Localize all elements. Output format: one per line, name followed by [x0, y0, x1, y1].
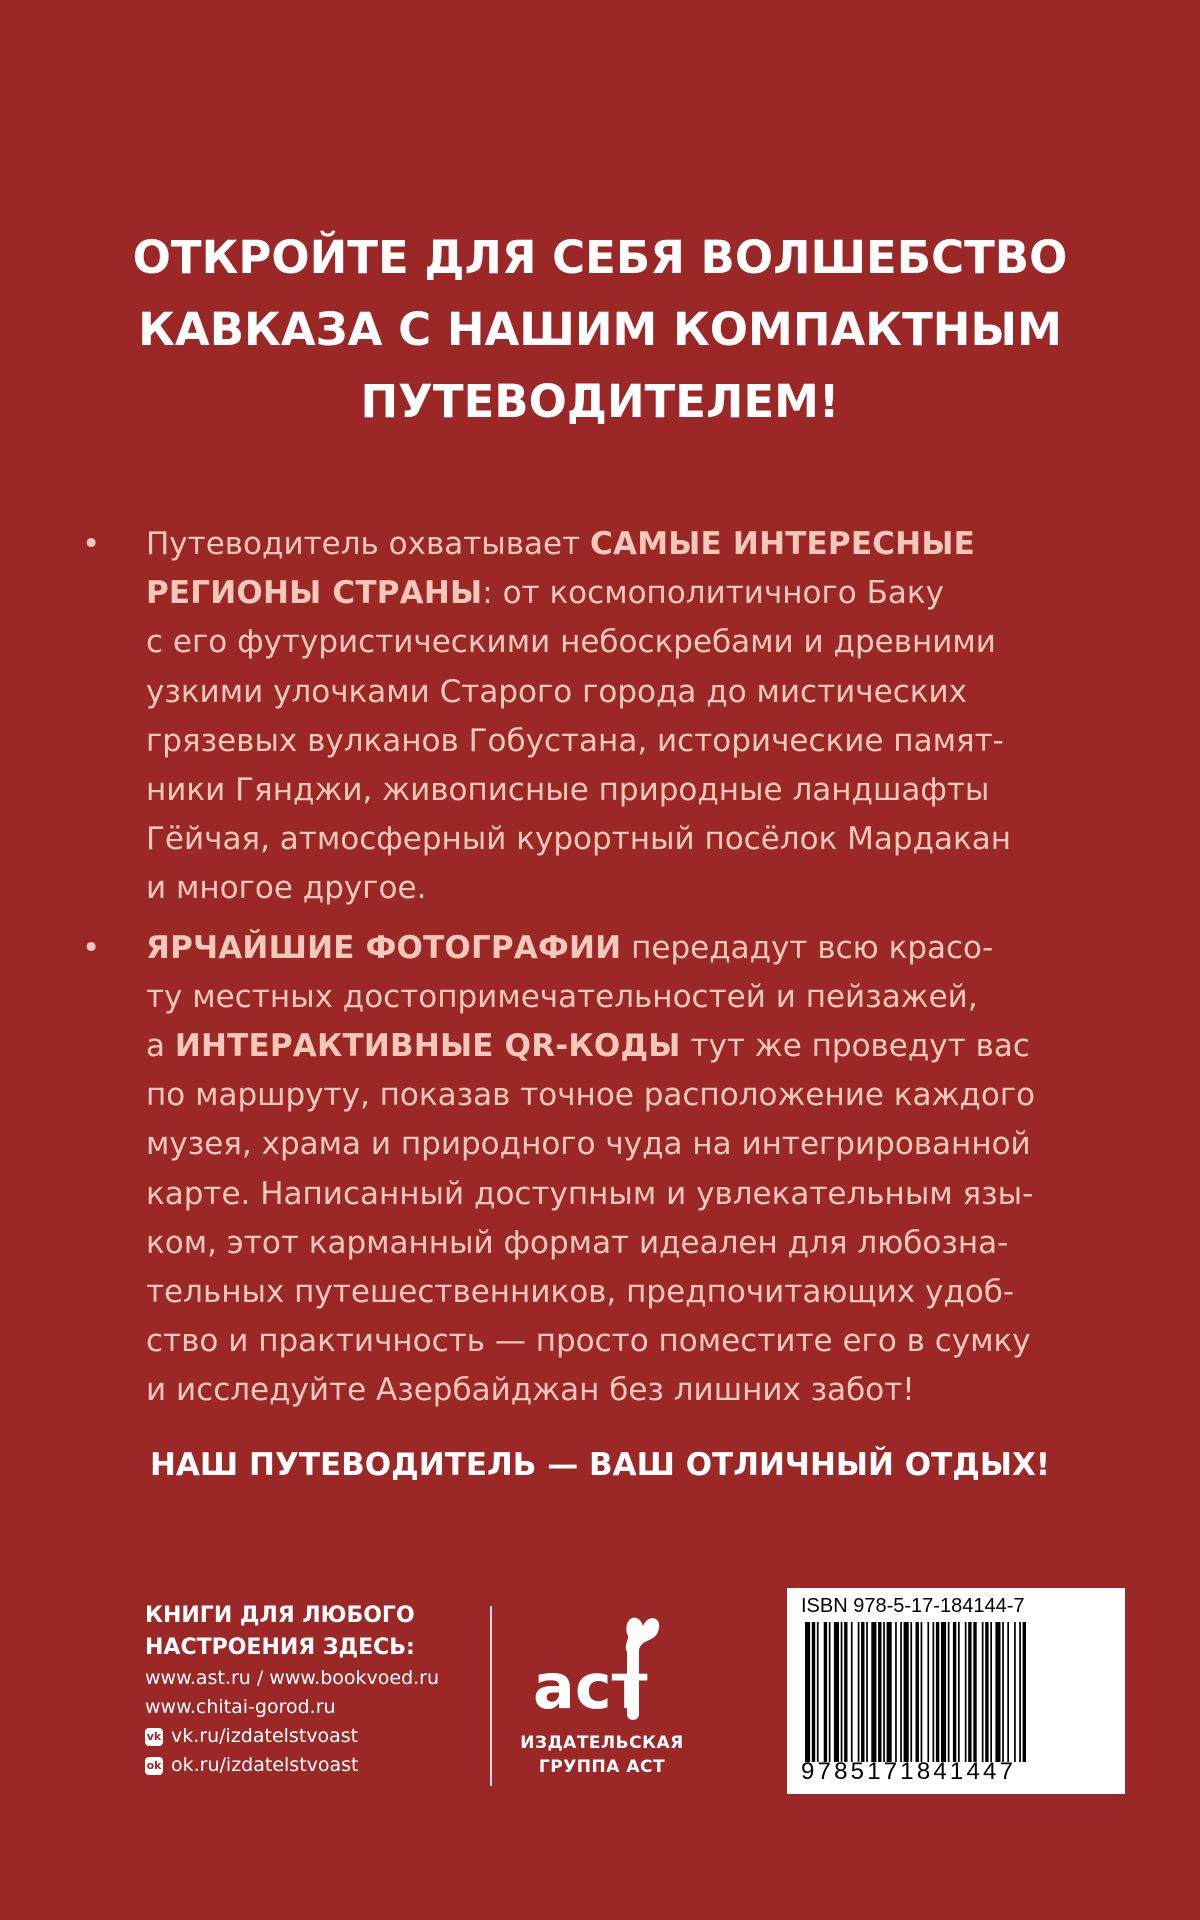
bullet-marker: •: [82, 526, 101, 562]
vk-link[interactable]: [145, 1722, 475, 1751]
barcode-bar: [861, 1622, 864, 1762]
barcode-bar: [883, 1622, 885, 1762]
headline: [0, 222, 1200, 438]
barcode-bar: [1007, 1622, 1009, 1762]
text-line: ту местных достопримечательностей и пейзажей,: [146, 978, 978, 1015]
highlight-text: ЯРЧАЙШИЕ ФОТОГРАФИИ: [146, 929, 622, 966]
barcode-bar: [841, 1622, 843, 1762]
text-line: ники Гянджи, живописные природные ландшафты: [146, 772, 990, 809]
barcode-bar: [916, 1622, 919, 1762]
barcode-bar: [1019, 1622, 1021, 1762]
barcode-bar: [817, 1622, 819, 1762]
barcode-bar: [933, 1622, 935, 1762]
barcode-digits: 9785171841447: [801, 1758, 1017, 1785]
vk-url[interactable]: vk.ru/izdatelstvoast: [171, 1725, 359, 1747]
ok-icon: ok: [145, 1757, 163, 1775]
highlight-text: ИНТЕРАКТИВНЫЕ QR-КОДЫ: [174, 1028, 681, 1065]
barcode-bar: [878, 1622, 881, 1762]
text-line: [146, 569, 1140, 618]
barcode-bar: [985, 1622, 988, 1762]
vk-icon: vk: [145, 1728, 163, 1746]
barcode-bar: [990, 1622, 992, 1762]
barcode-bar: [834, 1622, 839, 1762]
publisher-block: [512, 1606, 692, 1791]
barcode-bar: [812, 1622, 815, 1762]
barcode-bar: [910, 1622, 912, 1762]
publisher-name: ИЗДАТЕЛЬСКАЯ: [520, 1733, 684, 1753]
text-line: тельных путешественников, предпочитающих удоб-: [146, 1274, 1015, 1311]
ok-url[interactable]: ok.ru/izdatelstvoast: [171, 1754, 359, 1776]
barcode-bar: [927, 1622, 929, 1762]
barcode-bar: [948, 1622, 950, 1762]
bullet-marker: •: [82, 929, 101, 966]
feature-item: [80, 924, 1140, 1416]
barcode-bar: [982, 1622, 984, 1762]
barcode-bar: [895, 1622, 897, 1762]
slogan: НАШ ПУТЕВОДИТЕЛЬ — ВАШ ОТЛИЧНЫЙ ОТДЫХ!: [149, 1447, 1051, 1483]
barcode-bar: [844, 1622, 847, 1762]
text-line: [146, 924, 1140, 973]
text-line: узкими улочками Старого города до мистических: [146, 673, 967, 710]
barcode-bar: [866, 1622, 868, 1762]
barcode-bar: [824, 1622, 827, 1762]
text-line: с его футуристическими небоскребами и древними: [146, 624, 996, 661]
store-links: [145, 1600, 475, 1780]
isbn-label: ISBN 978-5-17-184144-7: [801, 1595, 1025, 1617]
links-header: КНИГИ ДЛЯ ЛЮБОГО: [145, 1603, 415, 1628]
publisher-name: ГРУППА АСТ: [538, 1757, 666, 1777]
barcode-bar: [968, 1622, 971, 1762]
barcode: [801, 1622, 1111, 1762]
store-url[interactable]: www.chitai-gorod.ru: [145, 1696, 336, 1718]
text-line: и многое другое.: [146, 870, 427, 907]
text-run: : от космополитичного Баку: [482, 575, 944, 612]
barcode-bar: [941, 1622, 946, 1762]
barcode-bar: [829, 1622, 831, 1762]
text-line: карте. Написанный доступным и увлекательным язы-: [146, 1175, 1034, 1212]
text-run: Путеводитель охватывает: [146, 526, 591, 562]
text-line: [146, 1022, 1140, 1071]
barcode-bar: [1014, 1622, 1016, 1762]
text-line: и исследуйте Азербайджан без лишних забот!: [146, 1372, 915, 1409]
text-line: [146, 520, 1140, 569]
barcode-bar: [851, 1622, 853, 1762]
text-line: по маршруту, показав точное расположение каждого: [146, 1077, 1036, 1114]
links-header: НАСТРОЕНИЯ ЗДЕСЬ:: [145, 1635, 415, 1660]
barcode-bar: [900, 1622, 902, 1762]
barcode-bar: [995, 1622, 1000, 1762]
barcode-bar: [936, 1622, 939, 1762]
barcode-bar: [904, 1622, 909, 1762]
highlight-text: РЕГИОНЫ СТРАНЫ: [146, 575, 483, 612]
barcode-bar: [887, 1622, 892, 1762]
ok-link[interactable]: [145, 1751, 475, 1780]
text-line: музея, храма и природного чуда на интегрированной: [146, 1126, 1031, 1163]
ast-logo-text: аст: [533, 1650, 648, 1723]
text-line: Гёйчая, атмосферный курортный посёлок Мардакан: [146, 821, 1011, 858]
isbn-block: [787, 1588, 1125, 1794]
highlight-text: САМЫЕ ИНТЕРЕСНЫЕ: [590, 526, 976, 562]
feature-list: [80, 520, 1140, 1426]
text-line: грязевых вулканов Гобустана, исторические памят-: [146, 722, 1004, 759]
text-line: ком, этот карманный формат идеален для любозна-: [146, 1224, 1009, 1261]
barcode-bar: [1023, 1622, 1026, 1762]
ast-logo: [527, 1606, 677, 1731]
barcode-bar: [1002, 1622, 1004, 1762]
text-run: а: [146, 1028, 175, 1065]
barcode-bar: [965, 1622, 967, 1762]
feature-item: [80, 520, 1140, 914]
text-run: тут же проведут вас: [680, 1028, 1030, 1065]
barcode-bar: [921, 1622, 923, 1762]
barcode-bar: [805, 1622, 810, 1762]
headline-line: ОТКРОЙТЕ ДЛЯ СЕБЯ ВОЛШЕБСТВО: [132, 231, 1068, 284]
text-run: передадут всю красо-: [621, 929, 994, 966]
barcode-bar: [871, 1622, 876, 1762]
divider: [490, 1606, 492, 1786]
store-url[interactable]: www.ast.ru / www.bookvoed.ru: [145, 1667, 440, 1689]
barcode-bar: [973, 1622, 976, 1762]
text-line: ство и практичность — просто поместите его в сумку: [146, 1323, 1031, 1360]
barcode-bar: [858, 1622, 860, 1762]
headline-line: ПУТЕВОДИТЕЛЕМ!: [360, 375, 840, 428]
headline-line: КАВКАЗА С НАШИМ КОМПАКТНЫМ: [138, 303, 1062, 356]
barcode-bar: [958, 1622, 960, 1762]
barcode-bar: [953, 1622, 956, 1762]
